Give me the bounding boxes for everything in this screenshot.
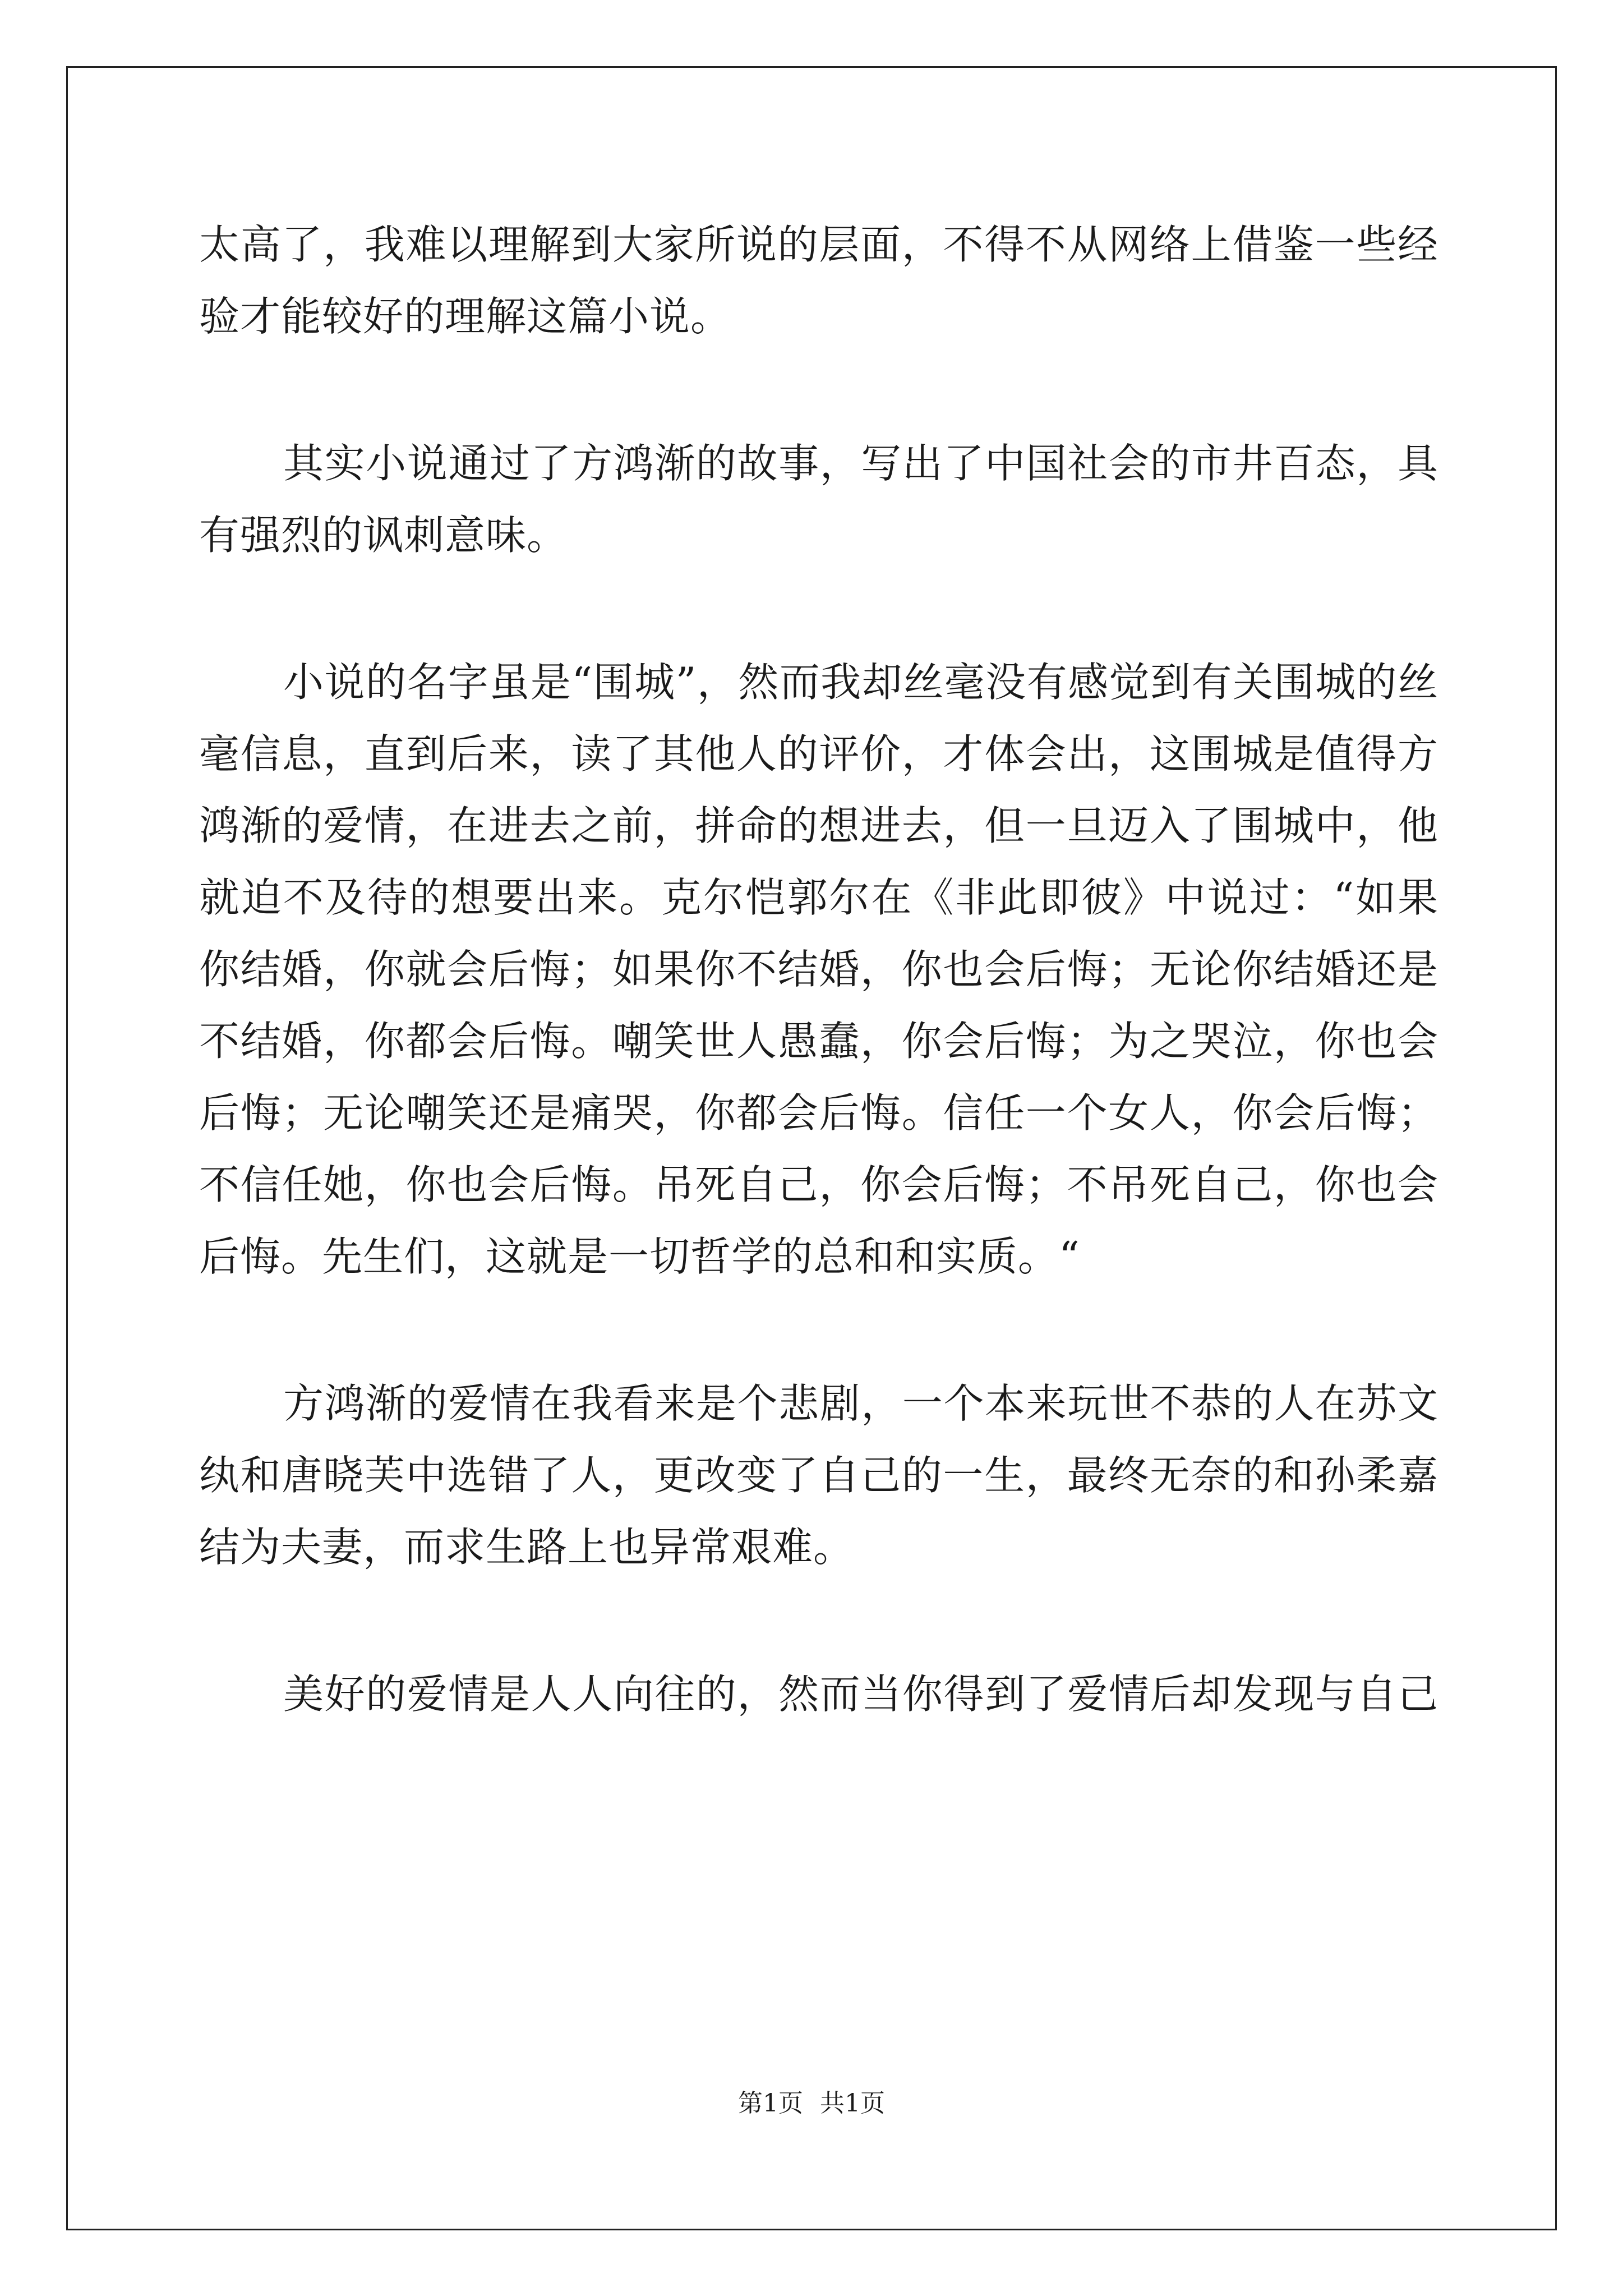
text-line: 你结婚，你就会后悔；如果你不结婚，你也会后悔；无论你结婚还是 (199, 946, 1438, 993)
text-line: 不信任她，你也会后悔。吊死自己，你会后悔；不吊死自己，你也会 (199, 1161, 1438, 1208)
text-line: 鸿渐的爱情，在进去之前，拼命的想进去，但一旦迈入了围城中，他 (199, 802, 1438, 849)
text-line: 毫信息，直到后来，读了其他人的评价，才体会出，这围城是值得方 (199, 730, 1438, 777)
text-line: 就迫不及待的想要出来。克尔恺郭尔在《非此即彼》中说过：“如果 (199, 874, 1438, 921)
text-line: 验才能较好的理解这篇小说。 (199, 293, 732, 340)
text-line: 后悔；无论嘲笑还是痛哭，你都会后悔。信任一个女人，你会后悔； (199, 1089, 1438, 1137)
text-line: 不结婚，你都会后悔。嘲笑世人愚蠢，你会后悔；为之哭泣，你也会 (199, 1018, 1438, 1065)
paragraph-first-line: 小说的名字虽是“围城”，然而我却丝毫没有感觉到有关围城的丝 (283, 659, 1438, 706)
page-footer (0, 2087, 1623, 2120)
text-line: 结为夫妻，而求生路上也异常艰难。 (199, 1524, 855, 1571)
paragraph-first-line: 美好的爱情是人人向往的，然而当你得到了爱情后却发现与自己 (283, 1671, 1438, 1718)
text-line: 后悔。先生们，这就是一切哲学的总和和实质。“ (199, 1233, 1080, 1280)
text-line: 纨和唐晓芙中选错了人，更改变了自己的一生，最终无奈的和孙柔嘉 (199, 1452, 1438, 1499)
paragraph-first-line: 其实小说通过了方鸿渐的故事，写出了中国社会的市井百态，具 (283, 440, 1438, 487)
paragraph-first-line: 方鸿渐的爱情在我看来是个悲剧，一个本来玩世不恭的人在苏文 (283, 1380, 1438, 1427)
page-total: 共1页 (820, 2089, 885, 2118)
page-number: 第1页 (738, 2089, 803, 2118)
text-line: 有强烈的讽刺意味。 (199, 512, 568, 559)
text-line: 太高了，我难以理解到大家所说的层面，不得不从网络上借鉴一些经 (199, 221, 1438, 268)
